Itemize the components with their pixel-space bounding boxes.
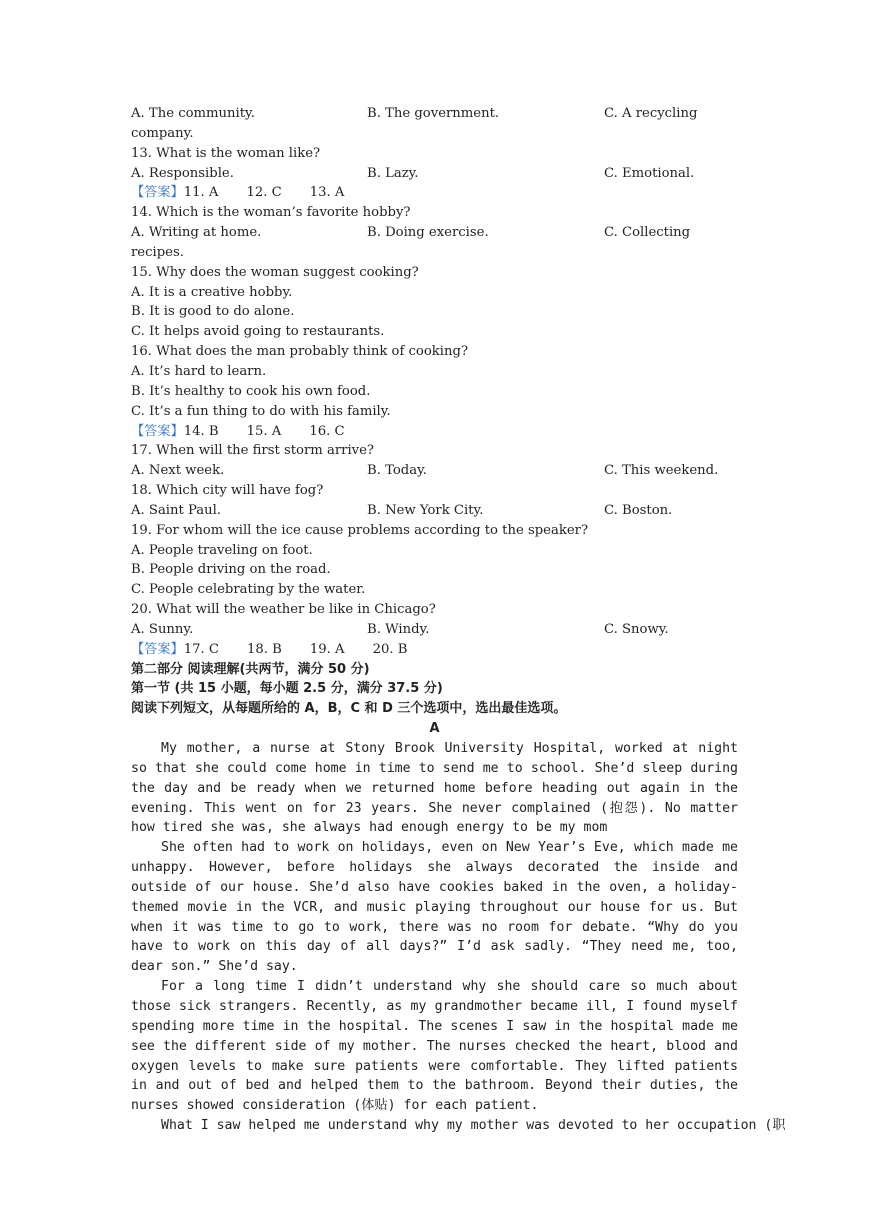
option-a: A. Writing at home. [131, 225, 262, 241]
answer-key [131, 422, 738, 442]
subsection-heading: 第一节 (共 15 小题，每小题 2.5 分，满分 37.5 分) [131, 681, 443, 697]
option-a: A. Sunny. [131, 621, 194, 637]
answer-key [131, 183, 738, 203]
option-row [131, 223, 738, 243]
answer-tag: 【答案】 [131, 185, 184, 201]
option-b: B. Doing exercise. [367, 225, 489, 241]
answer-value: 20. B [372, 641, 408, 657]
option-b: B. Today. [367, 463, 427, 479]
question-stem: 15. Why does the woman suggest cooking? [131, 264, 419, 280]
answer-tag: 【答案】 [131, 641, 184, 657]
answer-value: 18. B [247, 641, 282, 657]
option-a: A. It’s hard to learn. [131, 363, 267, 379]
option-b: B. Windy. [367, 621, 430, 637]
option-b: B. People driving on the road. [131, 562, 331, 578]
answer-value: 13. A [309, 185, 345, 201]
question-stem: 20. What will the weather be like in Chicago? [131, 602, 436, 618]
option-row [131, 164, 738, 184]
option-b: B. It’s healthy to cook his own food. [131, 383, 371, 399]
passage-paragraph: For a long time I didn’t understand why she should care so much about those sick strangers. Recently, as my grandmother became ill, I found myself spending more time in the hospital. The scenes I saw in the hospital made me see the different side of my mother. The nurses checked the heart, blood and oxygen levels to make sure patients were comfortable. They lifted patients in and out of bed and helped them to the bathroom. Beyond their duties, the nurses showed consideration (体贴) for each patient. [131, 979, 738, 1114]
instructions: 阅读下列短文，从每题所给的 A，B，C 和 D 三个选项中，选出最佳选项。 [131, 701, 567, 717]
option-a: A. Next week. [131, 463, 225, 479]
question-stem: 13. What is the woman like? [131, 145, 321, 161]
answer-tag: 【答案】 [131, 423, 184, 439]
option-c-continuation: recipes. [131, 244, 184, 260]
option-row [131, 620, 738, 640]
passage-letter: A [429, 721, 440, 737]
question-stem: 18. Which city will have fog? [131, 483, 324, 499]
answer-value: 11. A [183, 185, 219, 201]
answer-key [131, 640, 738, 660]
option-c: C. A recycling [604, 106, 698, 121]
question-stem: 17. When will the first storm arrive? [131, 443, 375, 459]
section-heading: 第二部分 阅读理解(共两节，满分 50 分) [131, 661, 370, 677]
option-c: C. It helps avoid going to restaurants. [131, 324, 385, 340]
option-c-continuation: company. [131, 125, 194, 141]
answer-value: 14. B [183, 423, 219, 439]
answer-value: 19. A [309, 641, 345, 657]
passage-paragraph: My mother, a nurse at Stony Brook University Hospital, worked at night so that she could come home in time to send me to school. She’d sleep during the day and be ready when we returned home before heading out again in the evening. This went on for 23 years. She never complained (抱怨). No matter how tired she was, she always had enough energy to be my mom [131, 741, 738, 836]
option-c: C. People celebrating by the water. [131, 582, 366, 598]
option-c: C. Snowy. [604, 621, 669, 637]
answer-value: 12. C [246, 185, 282, 201]
option-a: A. People traveling on foot. [131, 542, 313, 558]
option-c: C. Collecting [604, 225, 691, 241]
option-row [131, 501, 738, 521]
option-a: A. The community. [131, 106, 255, 121]
option-row [131, 104, 738, 124]
option-a: A. Saint Paul. [131, 502, 222, 518]
option-a: A. Responsible. [131, 165, 234, 181]
option-c: C. Emotional. [604, 165, 695, 181]
option-a: A. It is a creative hobby. [131, 284, 293, 300]
option-c: C. This weekend. [604, 463, 719, 479]
passage-paragraph: She often had to work on holidays, even on New Year’s Eve, which made me unhappy. However, before holidays she always decorated the inside and outside of our house. She’d also have cookies baked in the oven, a holiday-themed movie in the VCR, and music playing throughout our house for us. But when it was time to go to work, there was no room for debate. “Why do you have to work on this day of all days?” I’d ask sadly. “They need me, too, dear son.” She’d say. [131, 840, 738, 975]
passage-paragraph: What I saw helped me understand why my mother was devoted to her occupation (职 [161, 1118, 786, 1134]
question-stem: 19. For whom will the ice cause problems according to the speaker? [131, 522, 589, 538]
option-b: B. It is good to do alone. [131, 304, 295, 320]
answer-value: 17. C [183, 641, 220, 657]
document-page [131, 104, 786, 1136]
question-stem: 14. Which is the woman’s favorite hobby? [131, 205, 411, 221]
option-c: C. It’s a fun thing to do with his family. [131, 403, 391, 419]
option-b: B. Lazy. [367, 165, 419, 181]
answer-value: 16. C [309, 423, 345, 439]
answer-value: 15. A [246, 423, 282, 439]
option-c: C. Boston. [604, 502, 673, 518]
option-b: B. The government. [367, 106, 500, 121]
option-row [131, 461, 738, 481]
option-b: B. New York City. [367, 502, 484, 518]
question-stem: 16. What does the man probably think of cooking? [131, 344, 469, 360]
